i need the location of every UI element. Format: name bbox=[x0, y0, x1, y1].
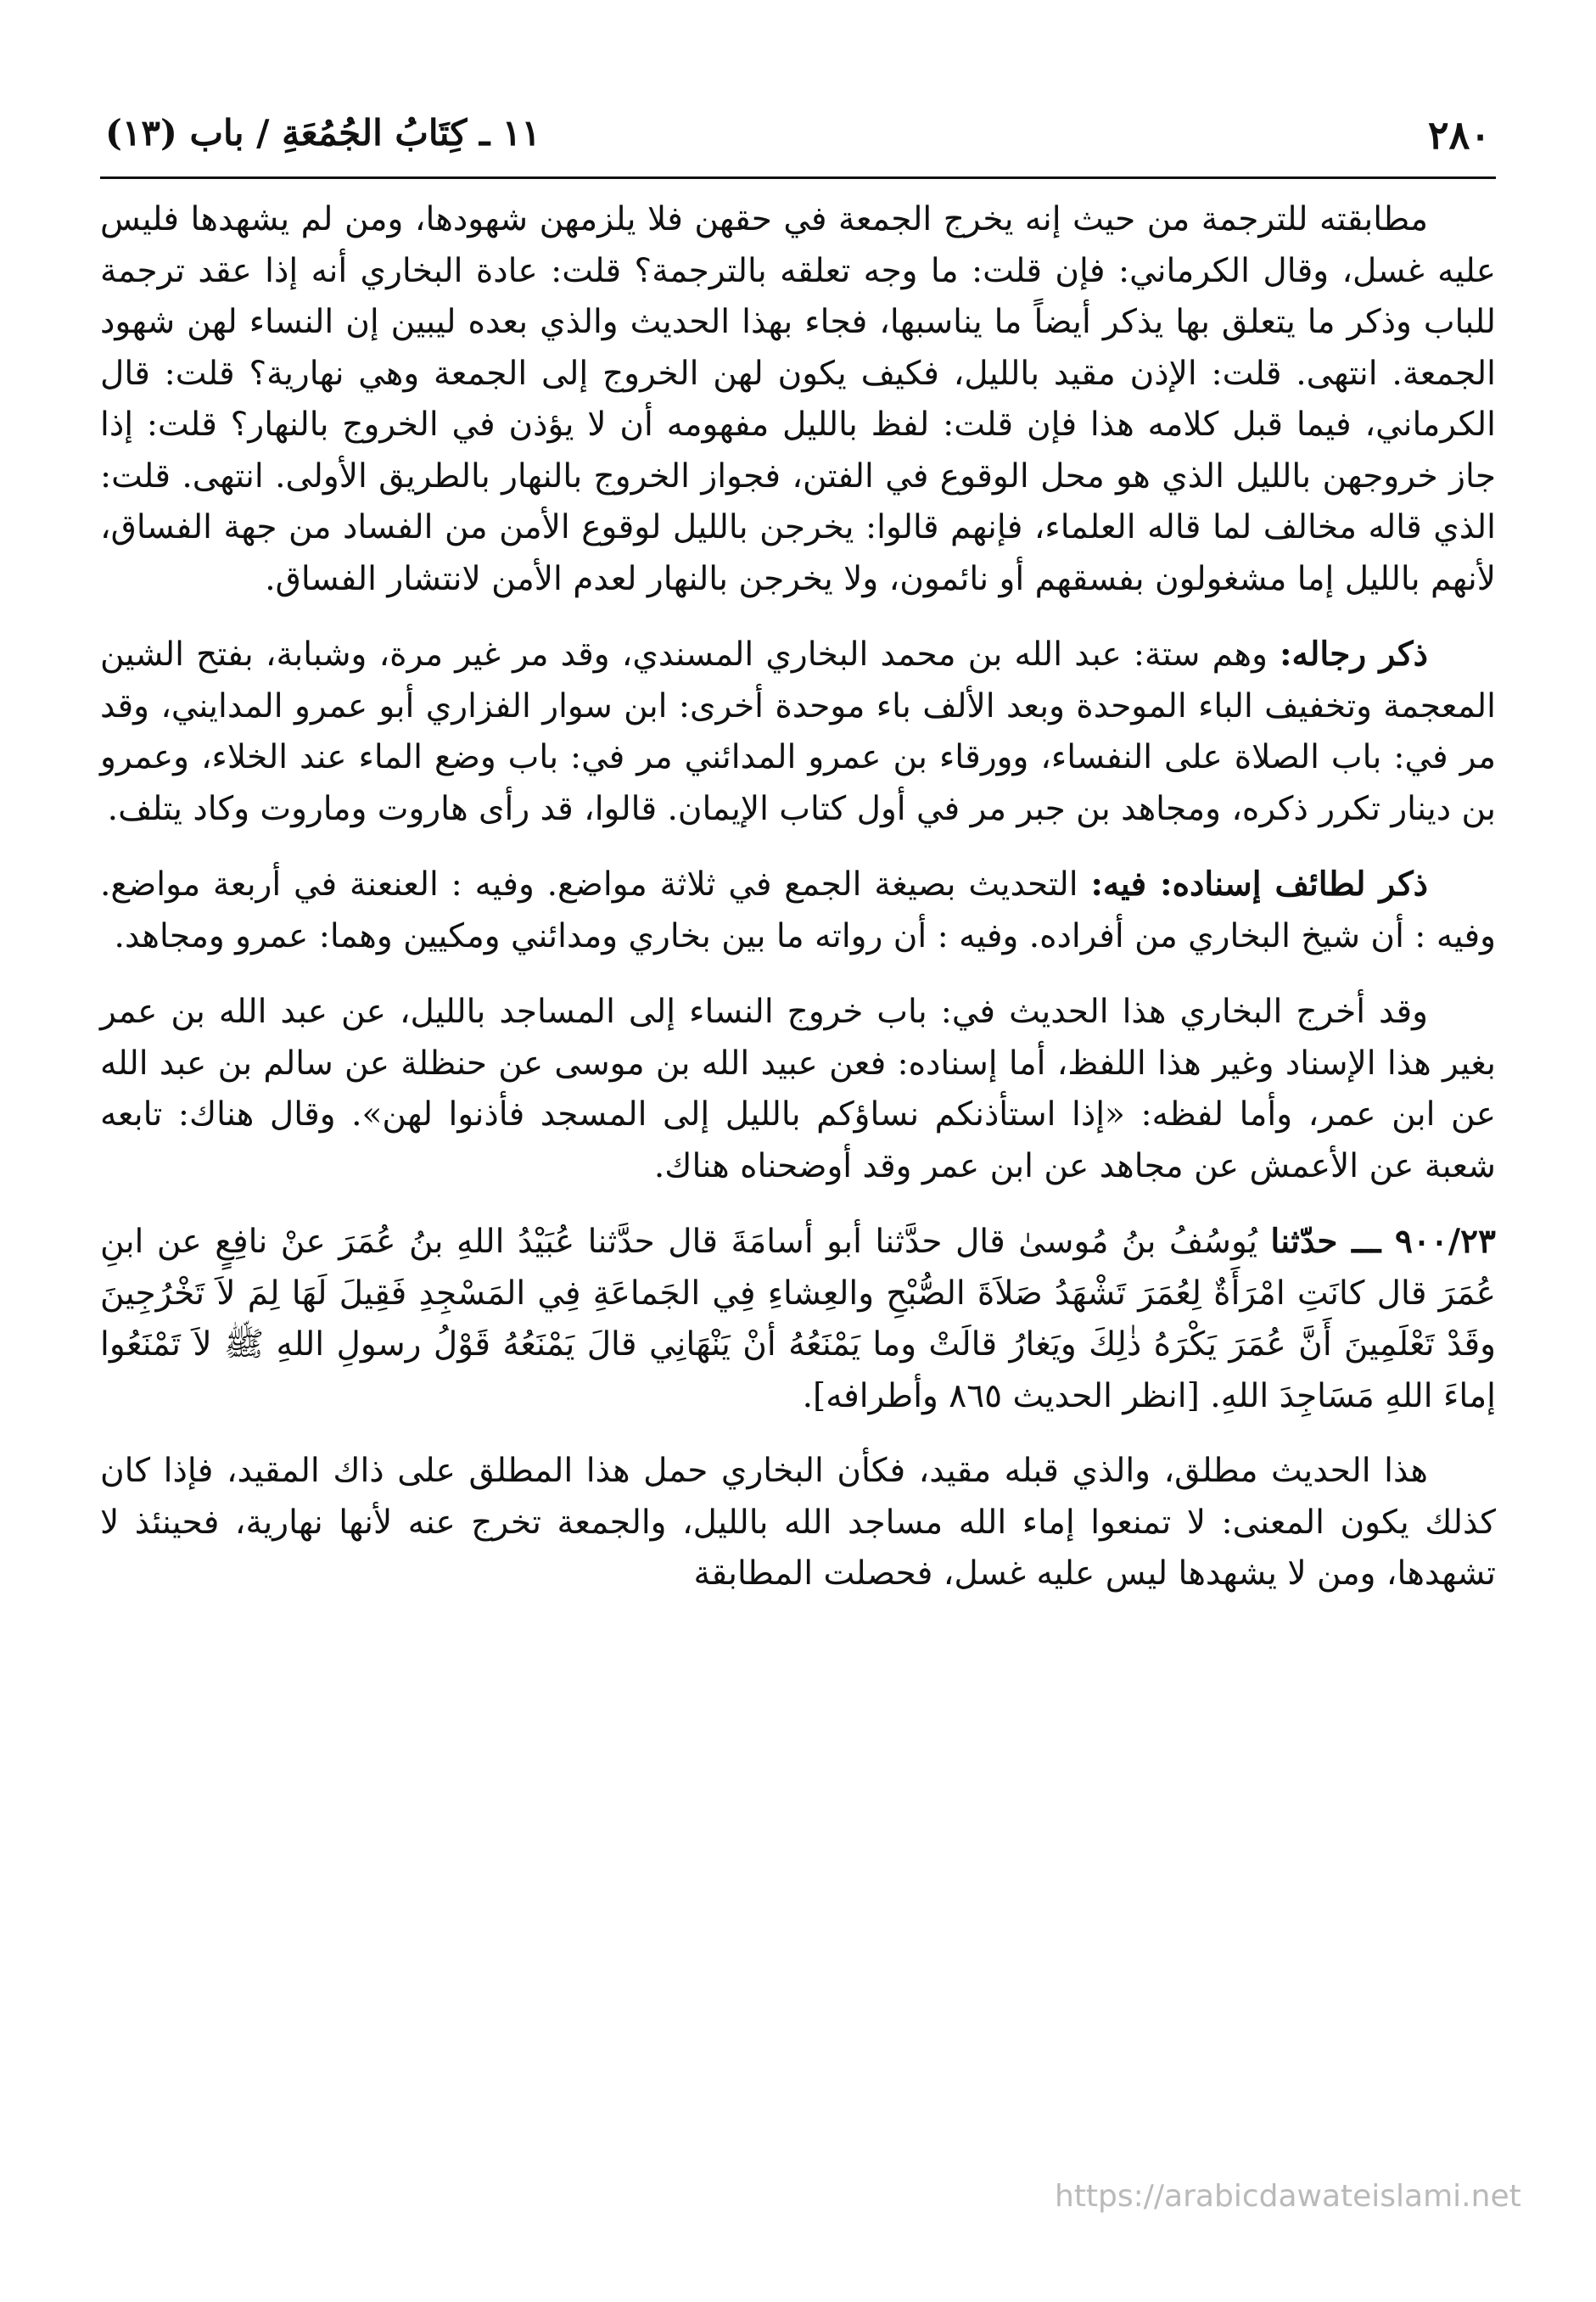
hadith-text: يُوسُفُ بنُ مُوسىٰ قال حدَّثنا أبو أسامَةَ قال حدَّثنا عُبَيْدُ اللهِ بنُ عُمَرَ عنْ نافِعٍ عن ابنِ عُمَرَ قال كانَتِ امْرَأَةٌ لِعُمَرَ تَشْهَدُ صَلاَةَ الصُّبْحِ والعِشاءِ فِي الجَماعَةِ فِي المَسْجِدِ فَقِيلَ لَهَا لِمَ لاَ تَخْرُجِينَ وقَدْ تَعْلَمِينَ أَنَّ عُمَرَ يَكْرَهُ ذٰلِكَ ويَغارُ قالَتْ وما يَمْنَعُهُ أنْ يَنْهَانِي قالَ يَمْنَعُهُ قَوْلُ رسولِ اللهِ ﷺ لاَ تَمْنَعُوا إماءَ اللهِ مَسَاجِدَ اللهِ. [انظر الحديث ٨٦٥ وأطرافه]. bbox=[100, 1223, 1496, 1415]
body-text bbox=[100, 193, 1496, 1600]
watermark-url: https://arabicdawateislami.net bbox=[1055, 2179, 1521, 2214]
paragraph-text: وهم ستة: عبد الله بن محمد البخاري المسندي، وقد مر غير مرة، وشبابة، بفتح الشين المعجمة وتخفيف الباء الموحدة وبعد الألف باء موحدة أخرى: ابن سوار الفزاري أبو عمرو المدايني، وقد مر في: باب الصلاة على النفساء، وورقاء بن عمرو المدائني مر في: باب وضع الماء عند الخلاء، وعمرو بن دينار تكرر ذكره، ومجاهد بن جبر مر في أول كتاب الإيمان. قالوا، قد رأى هاروت وماروت وكاد يتلف. bbox=[100, 636, 1496, 828]
running-title: ١١ ـ كِتَابُ الجُمُعَةِ / باب (١٣) bbox=[105, 112, 541, 154]
paragraph-narrators bbox=[100, 629, 1496, 835]
paragraph-closing: هذا الحديث مطلق، والذي قبله مقيد، فكأن البخاري حمل هذا المطلق على ذاك المقيد، فإذا كان كذلك يكون المعنى: لا تمنعوا إماء الله مساجد الله بالليل، والجمعة تخرج عنه لأنها نهارية، فحينئذ لا تشهدها، ومن لا يشهدها ليس عليه غسل، فحصلت المطابقة bbox=[100, 1452, 1496, 1593]
paragraph-other-narration bbox=[100, 986, 1496, 1192]
hadith-number: ٩٠٠/٢٣ ـــ حدّثنا bbox=[1270, 1222, 1496, 1261]
book-page bbox=[100, 0, 1521, 2302]
paragraph-lead: ذكر رجاله: bbox=[1280, 635, 1428, 674]
paragraph-lead: ذكر لطائف إسناده: فيه: bbox=[1090, 865, 1429, 904]
paragraph-commentary bbox=[100, 193, 1496, 605]
hadith-block bbox=[100, 1216, 1496, 1422]
paragraph-text: التحديث بصيغة الجمع في ثلاثة مواضع. وفيه : العنعنة في أربعة مواضع. وفيه : أن شيخ البخاري من أفراده. وفيه : أن رواته ما بين بخاري ومدائني ومكيين وهما: عمرو ومجاهد. bbox=[100, 865, 1496, 955]
paragraph-text: مطابقته للترجمة من حيث إنه يخرج الجمعة في حقهن فلا يلزمهن شهودها، ومن لم يشهدها فليس عليه غسل، وقال الكرماني: فإن قلت: ما وجه تعلقه بالترجمة؟ قلت: عادة البخاري أنه إذا عقد ترجمة للباب وذكر ما يتعلق بها يذكر أيضاً ما يناسبها، فجاء بهذا الحديث والذي بعده ليبين إن النساء لهن شهود الجمعة. انتهى. قلت: الإذن مقيد بالليل، فكيف يكون لهن الخروج إلى الجمعة وهي نهارية؟ قلت: قال الكرماني، فيما قبل كلامه هذا فإن قلت: لفظ بالليل مفهومه أن لا يؤذن في الخروج بالنهار؟ قلت: إذا جاز خروجهن بالليل الذي هو محل الوقوع في الفتن، فجواز الخروج بالنهار بالطريق الأولى. انتهى. قلت: الذي قاله مخالف لما قاله العلماء، فإنهم قالوا: يخرجن بالليل لوقوع الأمن من الفساد من جهة الفساق، لأنهم بالليل إما مشغولون بفسقهم أو نائمون، ولا يخرجن بالنهار لعدم الأمن لانتشار الفساق. bbox=[100, 200, 1497, 598]
page-header bbox=[100, 100, 1496, 179]
paragraph-text: وقد أخرج البخاري هذا الحديث في: باب خروج النساء إلى المساجد بالليل، عن عبد الله بن عمر بغير هذا الإسناد وغير هذا اللفظ، أما إسناده: فعن عبيد الله بن موسى عن حنظلة عن سالم بن عبد الله عن ابن عمر، وأما لفظه: «إذا استأذنكم نساؤكم بالليل إلى المسجد فأذنوا لهن». وقال هناك: تابعه شعبة عن الأعمش عن مجاهد عن ابن عمر وقد أوضحناه هناك. bbox=[100, 993, 1496, 1185]
paragraph-isnad bbox=[100, 859, 1496, 962]
page-number: ٢٨٠ bbox=[1427, 112, 1491, 158]
